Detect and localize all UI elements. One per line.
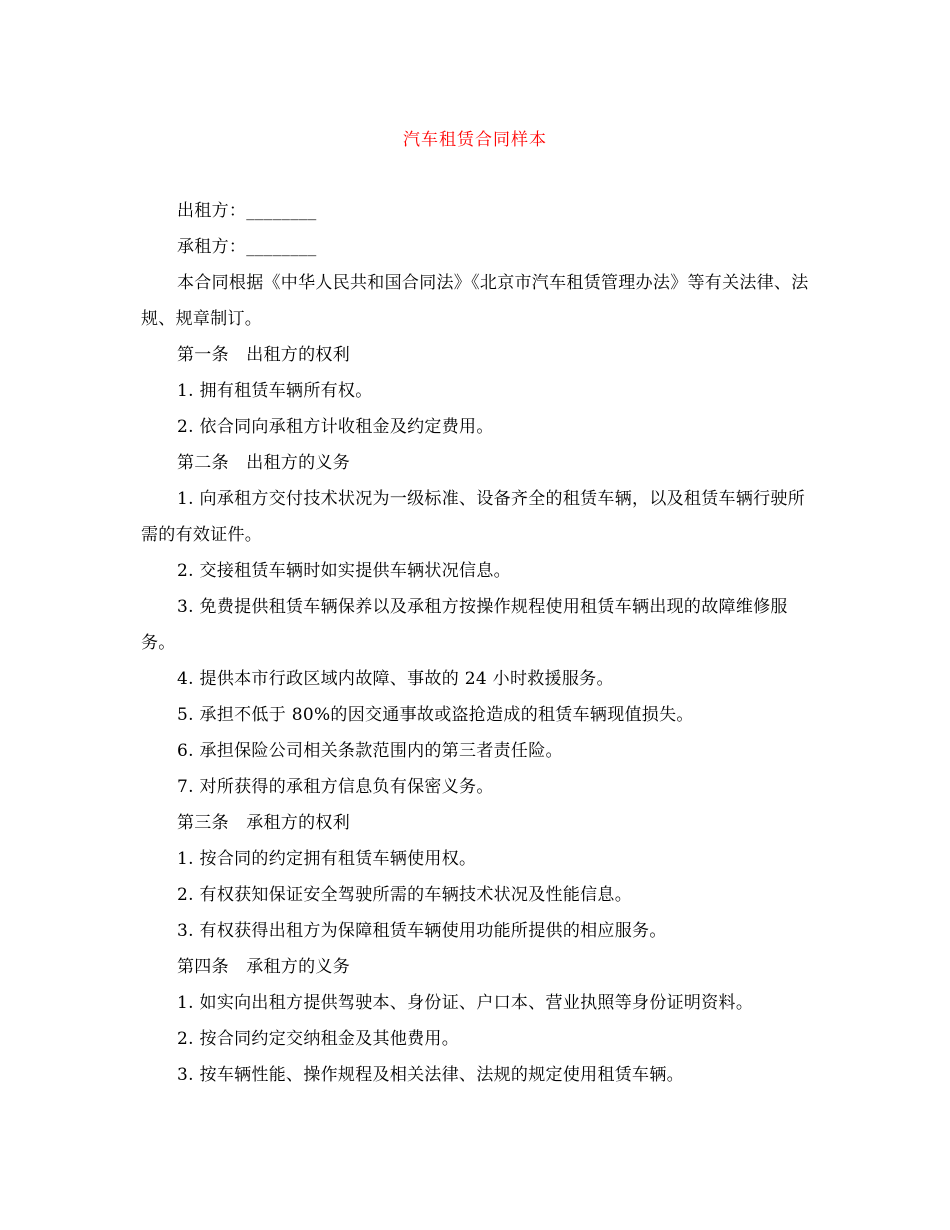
article-4-item-2: 2. 按合同约定交纳租金及其他费用。: [177, 1029, 460, 1049]
article-2-item-3: 3. 免费提供租赁车辆保养以及承租方按操作规程使用租赁车辆出现的故障维修服务。: [141, 597, 788, 653]
article-3-item-3: 3. 有权获得出租方为保障租赁车辆使用功能所提供的相应服务。: [177, 921, 667, 941]
article-2-item-4: 4. 提供本市行政区域内故障、事故的 24 小时救援服务。: [177, 669, 614, 689]
article-2-item-5: 5. 承担不低于 80%的因交通事故或盗抢造成的租赁车辆现值损失。: [177, 705, 694, 725]
article-2-heading: 第二条 出租方的义务: [177, 453, 350, 473]
document-title: 汽车租赁合同样本: [403, 130, 547, 150]
article-4-heading: 第四条 承租方的义务: [177, 957, 350, 977]
document-body: [141, 193, 815, 1093]
article-4-item-1: 1. 如实向出租方提供驾驶本、身份证、户口本、营业执照等身份证明资料。: [177, 993, 754, 1013]
preamble-paragraph: 本合同根据《中华人民共和国合同法》《北京市汽车租赁管理办法》等有关法律、法规、规章制订。: [141, 273, 809, 329]
article-4-item-3: 3. 按车辆性能、操作规程及相关法律、法规的规定使用租赁车辆。: [177, 1065, 684, 1085]
article-1-heading: 第一条 出租方的权利: [177, 345, 350, 365]
lessee-field: 承租方：________: [177, 237, 317, 257]
article-2-item-6: 6. 承担保险公司相关条款范围内的第三者责任险。: [177, 741, 563, 761]
article-3-item-2: 2. 有权获知保证安全驾驶所需的车辆技术状况及性能信息。: [177, 885, 633, 905]
article-1-item-2: 2. 依合同向承租方计收租金及约定费用。: [177, 417, 494, 437]
article-2-item-1: 1. 向承租方交付技术状况为一级标准、设备齐全的租赁车辆，以及租赁车辆行驶所需的有效证件。: [141, 489, 806, 545]
article-3-item-1: 1. 按合同的约定拥有租赁车辆使用权。: [177, 849, 477, 869]
lessor-field: 出租方：________: [177, 201, 317, 221]
article-3-heading: 第三条 承租方的权利: [177, 813, 350, 833]
article-2-item-2: 2. 交接租赁车辆时如实提供车辆状况信息。: [177, 561, 511, 581]
article-2-item-7: 7. 对所获得的承租方信息负有保密义务。: [177, 777, 494, 797]
article-1-item-1: 1. 拥有租赁车辆所有权。: [177, 381, 373, 401]
